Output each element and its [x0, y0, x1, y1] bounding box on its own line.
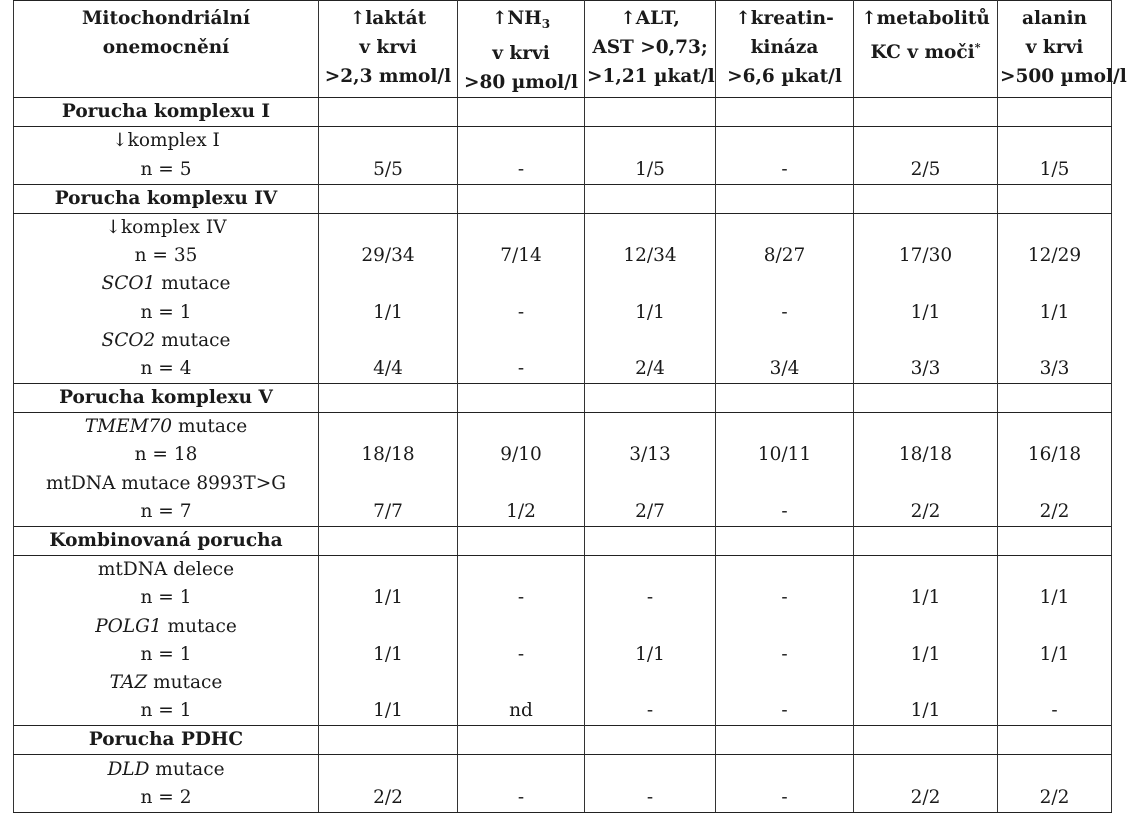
table-cell: 1/1	[319, 641, 458, 669]
sample-size: n = 1	[14, 584, 319, 612]
empty-cell	[998, 612, 1112, 640]
table-row	[14, 784, 1112, 813]
table-cell: 1/1	[319, 298, 458, 326]
header-alt-line3: >1,21 µkat/l	[587, 66, 715, 87]
empty-cell	[998, 213, 1112, 242]
empty-cell	[319, 669, 458, 697]
table-cell: 1/1	[854, 584, 998, 612]
empty-cell	[854, 526, 998, 555]
table-row	[14, 641, 1112, 669]
table-cell: 1/1	[319, 697, 458, 726]
empty-cell	[998, 726, 1112, 755]
header-row	[14, 1, 1112, 98]
table-row	[14, 355, 1112, 384]
table-row	[14, 298, 1112, 326]
empty-cell	[458, 612, 585, 640]
table-cell: -	[458, 641, 585, 669]
label-text: mutace	[149, 758, 225, 780]
table-cell: 3/4	[716, 355, 854, 384]
header-ammonia	[458, 1, 585, 98]
sample-size: n = 35	[14, 242, 319, 270]
section-title: Porucha PDHC	[14, 726, 319, 755]
table-cell: 8/27	[716, 242, 854, 270]
table-cell: 2/2	[319, 784, 458, 813]
empty-cell	[319, 213, 458, 242]
section-title: Kombinovaná porucha	[14, 526, 319, 555]
header-lactate-line1: ↑laktát	[349, 8, 427, 29]
table-cell: -	[716, 498, 854, 527]
empty-cell	[319, 755, 458, 784]
empty-cell	[319, 413, 458, 442]
group-label	[14, 213, 319, 242]
empty-cell	[458, 127, 585, 156]
empty-cell	[716, 270, 854, 298]
group-label-row	[14, 469, 1112, 497]
label-text: mutace	[147, 671, 223, 693]
table-cell: -	[998, 697, 1112, 726]
table-cell: -	[458, 584, 585, 612]
empty-cell	[998, 327, 1112, 355]
empty-cell	[458, 98, 585, 127]
empty-cell	[854, 669, 998, 697]
header-krebs-cycle-metabolites	[854, 1, 998, 98]
table-cell: -	[458, 298, 585, 326]
empty-cell	[998, 383, 1112, 412]
empty-cell	[458, 556, 585, 585]
table-cell: -	[458, 784, 585, 813]
header-kc-line1: ↑metabolitů	[861, 8, 990, 29]
table-cell: 1/1	[998, 641, 1112, 669]
empty-cell	[716, 755, 854, 784]
label-text: mtDNA delece	[97, 559, 235, 581]
table-cell: -	[585, 584, 716, 612]
empty-cell	[716, 213, 854, 242]
header-alt-line1: ↑ALT,	[620, 8, 680, 29]
table-cell: 1/1	[998, 298, 1112, 326]
table-cell: 3/3	[998, 355, 1112, 384]
table-cell: 12/29	[998, 242, 1112, 270]
empty-cell	[585, 327, 716, 355]
header-alanine-line1: alanin	[1022, 8, 1087, 29]
empty-cell	[854, 469, 998, 497]
empty-cell	[585, 469, 716, 497]
empty-cell	[854, 556, 998, 585]
empty-cell	[998, 755, 1112, 784]
table-cell: 4/4	[319, 355, 458, 384]
table-cell: 29/34	[319, 242, 458, 270]
table-cell: 2/2	[998, 498, 1112, 527]
table-cell: 18/18	[319, 441, 458, 469]
empty-cell	[319, 98, 458, 127]
empty-cell	[854, 213, 998, 242]
label-text: ↓komplex IV	[105, 216, 227, 238]
empty-cell	[998, 556, 1112, 585]
header-alanine	[998, 1, 1127, 98]
empty-cell	[998, 526, 1112, 555]
empty-cell	[998, 469, 1112, 497]
empty-cell	[716, 413, 854, 442]
empty-cell	[854, 270, 998, 298]
empty-cell	[716, 556, 854, 585]
empty-cell	[716, 184, 854, 213]
empty-cell	[319, 127, 458, 156]
group-label	[14, 755, 319, 784]
empty-cell	[458, 270, 585, 298]
table-cell: 17/30	[854, 242, 998, 270]
table-cell: 7/7	[319, 498, 458, 527]
empty-cell	[585, 669, 716, 697]
group-label-row	[14, 127, 1112, 156]
empty-cell	[585, 413, 716, 442]
empty-cell	[458, 213, 585, 242]
empty-cell	[585, 383, 716, 412]
empty-cell	[319, 327, 458, 355]
group-label	[14, 270, 319, 298]
sample-size: n = 1	[14, 697, 319, 726]
table-cell: -	[716, 641, 854, 669]
header-ammonia-subscript: 3	[541, 17, 551, 31]
group-label-row	[14, 755, 1112, 784]
section-row	[14, 383, 1112, 412]
table-cell: 10/11	[716, 441, 854, 469]
empty-cell	[854, 98, 998, 127]
table-cell: -	[716, 784, 854, 813]
section-title: Porucha komplexu V	[14, 383, 319, 412]
empty-cell	[854, 755, 998, 784]
sample-size: n = 5	[14, 155, 319, 184]
empty-cell	[585, 184, 716, 213]
group-label	[14, 327, 319, 355]
empty-cell	[716, 383, 854, 412]
empty-cell	[716, 127, 854, 156]
table-row	[14, 498, 1112, 527]
gene-name: DLD	[107, 758, 150, 780]
table-row	[14, 584, 1112, 612]
table-cell: 1/1	[585, 298, 716, 326]
group-label-row	[14, 213, 1112, 242]
empty-cell	[716, 327, 854, 355]
header-alt-line2: AST >0,73;	[592, 37, 708, 58]
empty-cell	[854, 327, 998, 355]
table-cell: -	[585, 697, 716, 726]
empty-cell	[998, 270, 1112, 298]
sample-size: n = 1	[14, 298, 319, 326]
header-lactate	[319, 1, 458, 98]
header-creatine-kinase	[716, 1, 854, 98]
header-ck-line1: ↑kreatin-	[735, 8, 834, 29]
group-label	[14, 469, 319, 497]
label-text: mutace	[155, 329, 231, 351]
group-label	[14, 556, 319, 585]
empty-cell	[998, 98, 1112, 127]
empty-cell	[998, 413, 1112, 442]
table-cell: 1/1	[319, 584, 458, 612]
sample-size: n = 1	[14, 641, 319, 669]
gene-name: SCO1	[101, 273, 156, 295]
empty-cell	[854, 612, 998, 640]
empty-cell	[319, 469, 458, 497]
empty-cell	[319, 184, 458, 213]
gene-name: TAZ	[109, 671, 148, 693]
empty-cell	[998, 184, 1112, 213]
empty-cell	[319, 526, 458, 555]
empty-cell	[458, 669, 585, 697]
table-body	[14, 98, 1112, 813]
group-label	[14, 612, 319, 640]
table-cell: 3/13	[585, 441, 716, 469]
label-text: ↓komplex I	[112, 130, 220, 152]
header-kc-text: KC v moči	[870, 42, 975, 63]
empty-cell	[716, 469, 854, 497]
table-cell: 9/10	[458, 441, 585, 469]
group-label-row	[14, 413, 1112, 442]
empty-cell	[458, 184, 585, 213]
table-cell: 2/2	[998, 784, 1112, 813]
empty-cell	[458, 726, 585, 755]
label-text: mtDNA mutace 8993T>G	[45, 472, 287, 494]
section-title: Porucha komplexu IV	[14, 184, 319, 213]
header-ammonia-text: ↑NH	[491, 8, 542, 29]
header-disease-line2: onemocnění	[102, 37, 230, 58]
empty-cell	[458, 755, 585, 784]
empty-cell	[458, 383, 585, 412]
empty-cell	[854, 413, 998, 442]
gene-name: POLG1	[95, 615, 162, 637]
empty-cell	[854, 383, 998, 412]
table-cell: 2/7	[585, 498, 716, 527]
header-ck-line3: >6,6 µkat/l	[727, 66, 842, 87]
empty-cell	[319, 270, 458, 298]
empty-cell	[998, 127, 1112, 156]
empty-cell	[458, 526, 585, 555]
header-ammonia-line2: v krvi	[492, 43, 550, 64]
table-cell: 2/2	[854, 498, 998, 527]
header-alanine-line3: >500 µmol/l	[1000, 66, 1127, 87]
table-row	[14, 441, 1112, 469]
table-cell: 1/1	[854, 697, 998, 726]
group-label-row	[14, 327, 1112, 355]
table-cell: 16/18	[998, 441, 1112, 469]
empty-cell	[319, 556, 458, 585]
table-cell: 18/18	[854, 441, 998, 469]
group-label	[14, 127, 319, 156]
empty-cell	[585, 612, 716, 640]
table-cell: -	[716, 155, 854, 184]
empty-cell	[319, 612, 458, 640]
empty-cell	[854, 726, 998, 755]
table-cell: -	[716, 584, 854, 612]
section-row	[14, 184, 1112, 213]
table-cell: 1/1	[854, 641, 998, 669]
group-label	[14, 669, 319, 697]
empty-cell	[585, 726, 716, 755]
empty-cell	[585, 270, 716, 298]
mitochondrial-findings-table	[13, 0, 1127, 813]
gene-name: TMEM70	[84, 416, 173, 438]
empty-cell	[458, 413, 585, 442]
empty-cell	[585, 127, 716, 156]
empty-cell	[716, 98, 854, 127]
table-cell: 3/3	[854, 355, 998, 384]
header-kc-footnote-mark: *	[974, 41, 981, 54]
table-cell: 2/2	[854, 784, 998, 813]
table-cell: 1/5	[998, 155, 1112, 184]
table-cell: 7/14	[458, 242, 585, 270]
sample-size: n = 18	[14, 441, 319, 469]
table-cell: -	[458, 155, 585, 184]
empty-cell	[585, 755, 716, 784]
table-cell: 2/5	[854, 155, 998, 184]
group-label-row	[14, 270, 1112, 298]
header-ammonia-line3: >80 µmol/l	[464, 72, 578, 93]
empty-cell	[585, 556, 716, 585]
header-alanine-line2: v krvi	[1025, 37, 1084, 58]
table-cell: 1/2	[458, 498, 585, 527]
table-cell: -	[716, 697, 854, 726]
empty-cell	[716, 612, 854, 640]
table-cell: 1/1	[998, 584, 1112, 612]
section-row	[14, 98, 1112, 127]
table-row	[14, 697, 1112, 726]
header-alt-ast	[585, 1, 716, 98]
empty-cell	[585, 526, 716, 555]
group-label-row	[14, 669, 1112, 697]
label-text: mutace	[161, 615, 237, 637]
table-cell: 1/1	[585, 641, 716, 669]
empty-cell	[716, 526, 854, 555]
header-lactate-line3: >2,3 mmol/l	[324, 66, 452, 87]
empty-cell	[319, 726, 458, 755]
gene-name: SCO2	[101, 329, 156, 351]
table-cell: -	[716, 298, 854, 326]
empty-cell	[716, 669, 854, 697]
group-label	[14, 413, 319, 442]
header-ck-line2: kináza	[750, 37, 819, 58]
table-cell: 12/34	[585, 242, 716, 270]
table-cell: -	[458, 355, 585, 384]
table-cell: 5/5	[319, 155, 458, 184]
table-cell: nd	[458, 697, 585, 726]
table-row	[14, 155, 1112, 184]
header-disease-line1: Mitochondriální	[81, 8, 251, 29]
header-disease	[14, 1, 319, 98]
table-cell: 1/5	[585, 155, 716, 184]
sample-size: n = 7	[14, 498, 319, 527]
empty-cell	[585, 213, 716, 242]
sample-size: n = 4	[14, 355, 319, 384]
table-cell: 2/4	[585, 355, 716, 384]
section-title: Porucha komplexu I	[14, 98, 319, 127]
section-row	[14, 526, 1112, 555]
label-text: mutace	[172, 416, 248, 438]
empty-cell	[716, 726, 854, 755]
table-cell: 1/1	[854, 298, 998, 326]
header-kc-line2	[856, 33, 995, 67]
section-row	[14, 726, 1112, 755]
table-row	[14, 242, 1112, 270]
empty-cell	[854, 184, 998, 213]
sample-size: n = 2	[14, 784, 319, 813]
empty-cell	[458, 327, 585, 355]
empty-cell	[585, 98, 716, 127]
table-cell: -	[585, 784, 716, 813]
label-text: mutace	[155, 273, 231, 295]
empty-cell	[998, 669, 1112, 697]
header-ammonia-line1	[460, 4, 582, 39]
empty-cell	[319, 383, 458, 412]
empty-cell	[458, 469, 585, 497]
group-label-row	[14, 612, 1112, 640]
empty-cell	[854, 127, 998, 156]
group-label-row	[14, 556, 1112, 585]
header-lactate-line2: v krvi	[359, 37, 417, 58]
